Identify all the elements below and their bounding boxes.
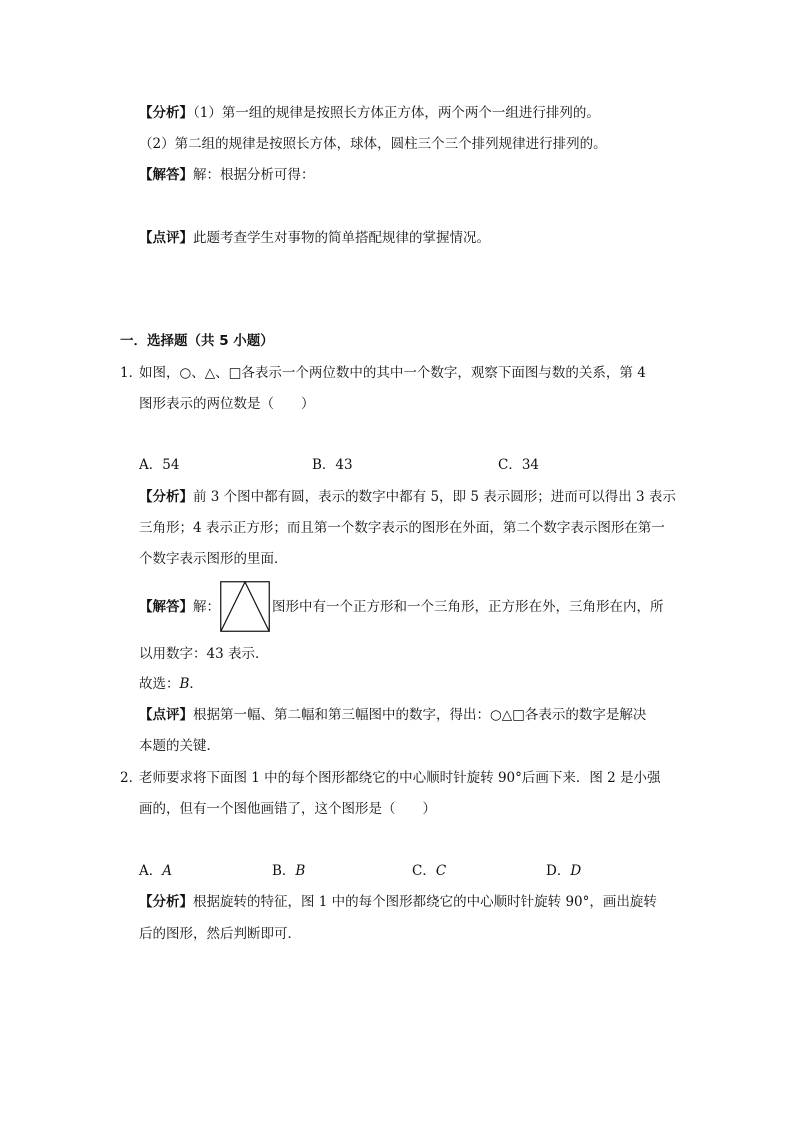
q1-choice-end: ． bbox=[189, 676, 203, 692]
q2-option-c-value: C bbox=[435, 863, 447, 879]
q2-option-d-value: D bbox=[570, 863, 582, 879]
q1-comment-tag: 【点评】 bbox=[139, 707, 193, 723]
analysis-text-2: （2）第二组的规律是按照长方体，球体，圆柱三个三个排列规律进行排列的。 bbox=[139, 136, 607, 152]
comment-text: 此题考查学生对事物的简单搭配规律的掌握情况。 bbox=[193, 230, 490, 246]
analysis-line-2 bbox=[139, 134, 607, 154]
q2-option-b-value: B bbox=[295, 863, 306, 879]
q2-analysis-line-2: 后的图形，然后判断即可． bbox=[139, 926, 301, 942]
analysis-text-1: （1）第一组的规律是按照长方体正方体，两个两个一组进行排列的。 bbox=[193, 105, 600, 121]
q2-analysis-tag: 【分析】 bbox=[139, 894, 193, 910]
q2-option-d-label: D． bbox=[546, 863, 571, 879]
q2-option-a[interactable] bbox=[139, 861, 172, 881]
q1-choice-line bbox=[139, 674, 203, 694]
q1-stem-line-1: 如图，○、△、□各表示一个两位数中的其中一个数字，观察下面图与数的关系，第 4 bbox=[139, 365, 646, 381]
q2-option-d[interactable] bbox=[546, 861, 581, 881]
q2-option-a-label: A． bbox=[139, 863, 163, 879]
analysis-line-1 bbox=[139, 103, 600, 123]
comment-tag: 【点评】 bbox=[139, 230, 193, 246]
answer-text: 解：根据分析可得： bbox=[193, 167, 315, 183]
q1-answer-pre: 解： bbox=[193, 599, 220, 615]
q1-comment-text-1: 根据第一幅、第二幅和第三幅图中的数字，得出：○△□各表示的数字是解决 bbox=[193, 707, 647, 723]
section-title: 一．选择题（共 5 小题） bbox=[120, 333, 274, 349]
q1-choice-label: 故选： bbox=[139, 676, 180, 692]
q2-analysis-text-1: 根据旋转的特征，图 1 中的每个图形都绕它的中心顺时针旋转 90°，画出旋转 bbox=[193, 894, 657, 910]
q2-analysis-line-1 bbox=[139, 892, 657, 912]
q2-option-c-label: C． bbox=[412, 863, 436, 879]
q1-answer-line-2: 以用数字：43 表示． bbox=[139, 646, 269, 662]
q1-analysis-text-1: 前 3 个图中都有圆，表示的数字中都有 5，即 5 表示圆形；进而可以得出 3 表示 bbox=[193, 489, 676, 505]
q1-option-a[interactable]: A．54 bbox=[139, 457, 180, 473]
q2-option-a-value: A bbox=[162, 863, 172, 879]
q2-option-b-label: B． bbox=[272, 863, 296, 879]
q1-option-c[interactable]: C．34 bbox=[498, 457, 540, 473]
q1-option-b[interactable]: B．43 bbox=[312, 457, 353, 473]
q1-number: 1． bbox=[120, 365, 143, 381]
q2-option-b[interactable] bbox=[272, 861, 305, 881]
q1-comment-line-1 bbox=[139, 705, 646, 725]
answer-line bbox=[139, 165, 315, 185]
q1-analysis-line-1 bbox=[139, 487, 676, 507]
q1-comment-line-2: 本题的关键． bbox=[139, 738, 220, 754]
analysis-tag: 【分析】 bbox=[139, 105, 193, 121]
square-triangle-figure bbox=[220, 581, 270, 632]
q1-choice-value: B bbox=[179, 676, 190, 692]
q1-analysis-line-3: 个数字表示图形的里面． bbox=[139, 551, 288, 567]
q1-stem-line-2: 图形表示的两位数是（ ） bbox=[139, 396, 315, 412]
q1-analysis-line-2: 三角形；4 表示正方形；而且第一个数字表示的图形在外面，第二个数字表示图形在第一 bbox=[139, 520, 665, 536]
q1-answer-tag: 【解答】 bbox=[139, 599, 193, 615]
q2-stem-line-1: 老师要求将下面图 1 中的每个图形都绕它的中心顺时针旋转 90°后画下来．图 2 是小强 bbox=[139, 770, 661, 786]
q1-answer-line-1 bbox=[139, 597, 220, 617]
q2-option-c[interactable] bbox=[412, 861, 446, 881]
q2-number: 2． bbox=[120, 770, 143, 786]
q1-answer-post: 图形中有一个正方形和一个三角形，正方形在外，三角形在内，所 bbox=[272, 599, 664, 615]
q1-analysis-tag: 【分析】 bbox=[139, 489, 193, 505]
q2-stem-line-2: 画的，但有一个图他画错了，这个图形是（ ） bbox=[139, 801, 436, 817]
comment-line bbox=[139, 228, 490, 248]
answer-tag: 【解答】 bbox=[139, 167, 193, 183]
